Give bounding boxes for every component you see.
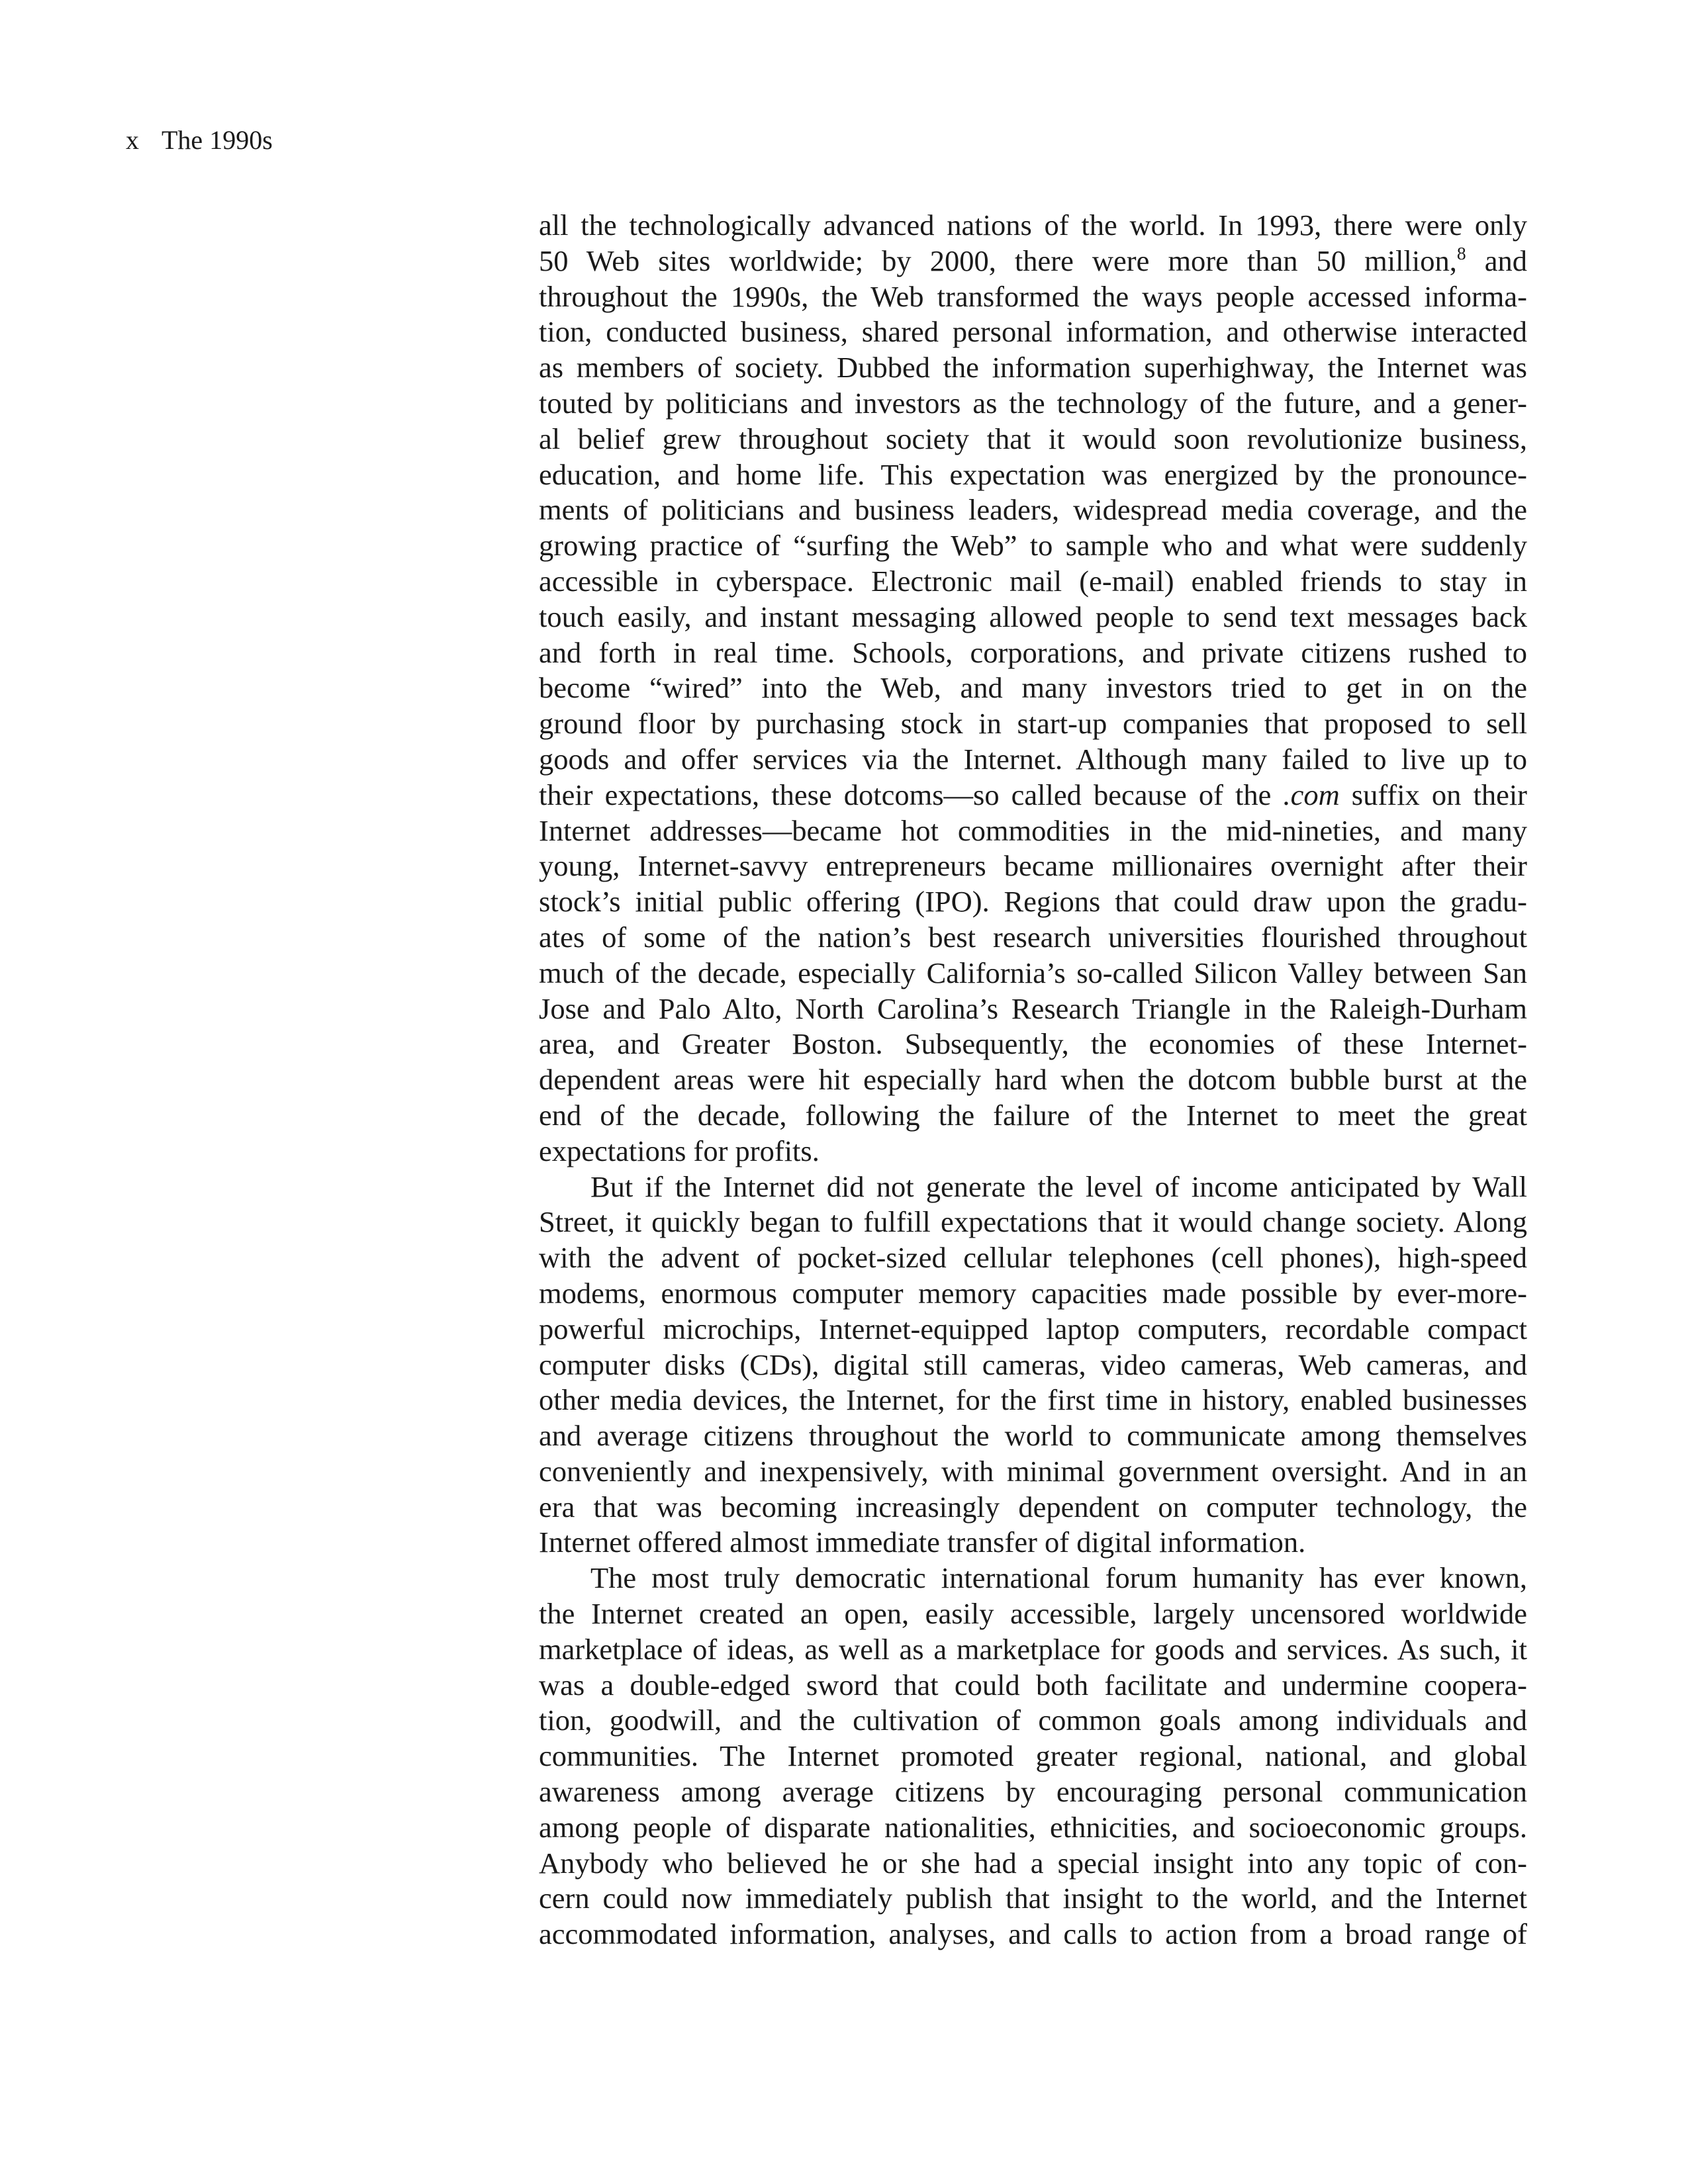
text-line: much of the decade, especially California’s so-called Silicon Valley between San bbox=[539, 956, 1527, 989]
footnote-reference: 8 bbox=[1456, 242, 1466, 263]
text-line: goods and offer services via the Internet. Although many failed to live up to bbox=[539, 742, 1527, 776]
text-line: the Internet created an open, easily accessible, largely uncensored worldwide bbox=[539, 1597, 1527, 1631]
text-line: expectations for profits. bbox=[539, 1134, 820, 1167]
text-line bbox=[539, 778, 1527, 813]
text-line: accommodated information, analyses, and calls to action from a broad range of bbox=[539, 1917, 1527, 1951]
text-line-part: suffix on their bbox=[1339, 778, 1527, 811]
italic-suffix: .com bbox=[1283, 778, 1340, 811]
paragraph-3 bbox=[539, 1561, 1527, 1952]
text-line: accessible in cyberspace. Electronic mail (e-mail) enabled friends to stay in bbox=[539, 564, 1527, 598]
text-line: among people of disparate nationalities, ethnicities, and socioeconomic groups. bbox=[539, 1810, 1527, 1844]
text-line: throughout the 1990s, the Web transformed the ways people accessed informa- bbox=[539, 279, 1527, 313]
text-line: touch easily, and instant messaging allowed people to send text messages back bbox=[539, 600, 1527, 633]
text-line: al belief grew throughout society that it would soon revolutionize business, bbox=[539, 422, 1527, 455]
text-line: growing practice of “surfing the Web” to sample who and what were suddenly bbox=[539, 529, 1527, 563]
paragraph-1 bbox=[539, 208, 1527, 1169]
text-line: computer disks (CDs), digital still cameras, video cameras, Web cameras, and bbox=[539, 1347, 1527, 1381]
text-line-part: their expectations, these dotcoms—so called because of the bbox=[539, 778, 1284, 811]
text-line: with the advent of pocket-sized cellular telephones (cell phones), high-speed bbox=[539, 1241, 1527, 1275]
text-line: The most truly democratic international forum humanity has ever known, bbox=[590, 1561, 1527, 1595]
text-line: area, and Greater Boston. Subsequently, the economies of these Internet- bbox=[539, 1027, 1527, 1061]
text-line: tion, goodwill, and the cultivation of common goals among individuals and bbox=[539, 1704, 1527, 1737]
text-line-part: 50 Web sites worldwide; by 2000, there were more than 50 million, bbox=[539, 244, 1457, 277]
text-line-part: and bbox=[1466, 244, 1527, 277]
text-line: marketplace of ideas, as well as a marketplace for goods and services. As such, it bbox=[539, 1632, 1527, 1666]
text-line: other media devices, the Internet, for the first time in history, enabled businesses bbox=[539, 1383, 1527, 1417]
running-head bbox=[126, 124, 273, 156]
paragraph-2 bbox=[539, 1169, 1527, 1561]
text-line: ground floor by purchasing stock in start-up companies that proposed to sell bbox=[539, 707, 1527, 741]
text-line: Street, it quickly began to fulfill expectations that it would change society. Along bbox=[539, 1205, 1527, 1239]
text-line: and forth in real time. Schools, corporations, and private citizens rushed to bbox=[539, 635, 1527, 669]
text-line: end of the decade, following the failure of the Internet to meet the great bbox=[539, 1098, 1527, 1132]
text-line: young, Internet-savvy entrepreneurs became millionaires overnight after their bbox=[539, 849, 1527, 883]
text-line bbox=[539, 244, 1527, 279]
text-line: and average citizens throughout the world to communicate among themselves bbox=[539, 1419, 1527, 1453]
text-line: Internet addresses—became hot commodities in the mid-nineties, and many bbox=[539, 813, 1527, 847]
page-number: x bbox=[126, 125, 139, 155]
text-line: conveniently and inexpensively, with minimal government oversight. And in an bbox=[539, 1454, 1527, 1488]
text-line: as members of society. Dubbed the information superhighway, the Internet was bbox=[539, 351, 1527, 385]
text-line: But if the Internet did not generate the level of income anticipated by Wall bbox=[590, 1169, 1527, 1203]
text-line: touted by politicians and investors as the technology of the future, and a gener- bbox=[539, 386, 1527, 420]
text-line: all the technologically advanced nations of the world. In 1993, there were only bbox=[539, 208, 1527, 242]
text-line: modems, enormous computer memory capacities made possible by ever-more- bbox=[539, 1276, 1527, 1310]
text-line: become “wired” into the Web, and many investors tried to get in on the bbox=[539, 671, 1527, 705]
text-line: Jose and Palo Alto, North Carolina’s Research Triangle in the Raleigh-Durham bbox=[539, 991, 1527, 1025]
text-line: stock’s initial public offering (IPO). Regions that could draw upon the gradu- bbox=[539, 885, 1527, 919]
text-line: dependent areas were hit especially hard when the dotcom bubble burst at the bbox=[539, 1063, 1527, 1097]
text-line: communities. The Internet promoted greater regional, national, and global bbox=[539, 1739, 1527, 1773]
text-line: awareness among average citizens by encouraging personal communication bbox=[539, 1775, 1527, 1809]
running-head-title: The 1990s bbox=[162, 125, 273, 155]
text-line: cern could now immediately publish that insight to the world, and the Internet bbox=[539, 1882, 1527, 1915]
text-line: tion, conducted business, shared personal information, and otherwise interacted bbox=[539, 315, 1527, 349]
text-line: education, and home life. This expectation was energized by the pronounce- bbox=[539, 457, 1527, 491]
text-line: powerful microchips, Internet-equipped laptop computers, recordable compact bbox=[539, 1312, 1527, 1345]
text-line: ates of some of the nation’s best research universities flourished throughout bbox=[539, 920, 1527, 954]
text-line: era that was becoming increasingly dependent on computer technology, the bbox=[539, 1490, 1527, 1524]
text-line: ments of politicians and business leaders, widespread media coverage, and the bbox=[539, 493, 1527, 527]
body-text bbox=[539, 208, 1527, 1952]
text-line: Anybody who believed he or she had a special insight into any topic of con- bbox=[539, 1846, 1527, 1880]
text-line: was a double-edged sword that could both facilitate and undermine coopera- bbox=[539, 1668, 1527, 1702]
text-line: Internet offered almost immediate transfer of digital information. bbox=[539, 1525, 1306, 1559]
